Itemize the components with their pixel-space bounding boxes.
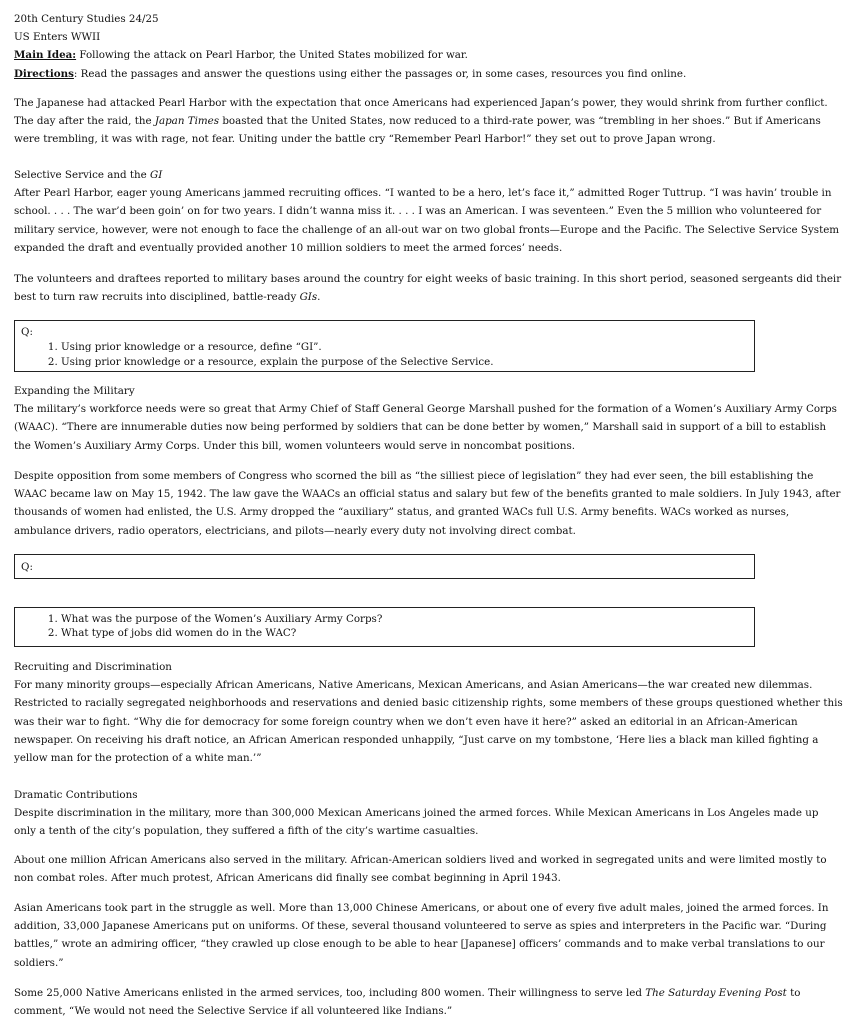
paragraph-line: The volunteers and draftees reported to military bases around the country for eight weeks of basic training. In this short period, seasoned sergeants did their [14, 273, 842, 285]
paragraph-line: comment, “We would not need the Selective Service if all volunteered like Indians.” [14, 1005, 453, 1018]
dramatic-contributions-section [14, 786, 819, 841]
main-idea-label: Main Idea: [14, 49, 77, 62]
paragraph-line: newspaper. On receiving his draft notice, an African American responded unhappily, “Just carve on my tombstone, ‘Here lies a black man killed fighting a [14, 733, 819, 746]
paragraph-line: battles,” wrote an admiring officer, “they crawled up close enough to be able to hear [Japanese] officers’ commands and to make verbal translations to our [14, 938, 825, 951]
paragraph-line: thousands of women had enlisted, the U.S. Army dropped the “auxiliary” status, and granted WACs full U.S. Army benefits. WACs worked as nurses, [14, 506, 790, 519]
paragraph-line: After Pearl Harbor, eager young Americans jammed recruiting offices. “I wanted to be a hero, let’s face it,” admitted Roger Tuttrup. “I was havin’ trouble in [14, 187, 832, 200]
main-idea-text: Following the attack on Pearl Harbor, the United States mobilized for war. [76, 49, 468, 62]
paragraph-line: WAAC became law on May 15, 1942. The law gave the WAACs an official status and salary but few of the benefits granted to male soldiers. In July 1943, after [14, 488, 841, 501]
question-item: 1. Using prior knowledge or a resource, define “GI”. [61, 340, 748, 355]
heading-text: Selective Service and the [14, 169, 151, 181]
main-idea [14, 46, 752, 64]
paragraph-line: non combat roles. After much protest, African Americans did finally see combat beginning in April 1943. [14, 872, 561, 885]
question-item: 2. What type of jobs did women do in the WAC? [61, 626, 748, 640]
japan-times-title: Japan Times [154, 115, 220, 128]
intro-text: The day after the raid, the [14, 115, 155, 128]
question-label: Q: [21, 561, 33, 573]
question-list [21, 340, 748, 370]
question-box-3 [14, 607, 755, 647]
paragraph-line: For many minority groups—especially African Americans, Native Americans, Mexican Americans, and Asian Americans—the war created new dilemmas. [14, 679, 813, 692]
paragraph-line: yellow man for the protection of a white man.’” [14, 752, 262, 765]
paragraph-line: military service, however, were not enough to face the challenge of an all-out war on two global fronts—Europe and the Pacific. The Selective Service System [14, 223, 840, 236]
intro-line [14, 112, 821, 130]
question-item: 2. Using prior knowledge or a resource, explain the purpose of the Selective Service. [61, 355, 748, 370]
section-heading: Dramatic Contributions [14, 789, 138, 801]
course-title: 20th Century Studies 24/25 [14, 13, 159, 25]
paragraph-line [14, 288, 752, 306]
saturday-evening-post-title: The Saturday Evening Post [645, 987, 787, 999]
paragraph-line: was their war to fight. “Why die for democracy for some foreign country when we don’t even have it here?” asked an editorial in an African-American [14, 715, 798, 728]
paragraph-line: expanded the draft and eventually provided another 10 million soldiers to meet the armed forces’ needs. [14, 241, 563, 254]
intro-text: boasted that the United States, now reduced to a third-rate power, was “trembling in her shoes.” But if Americans [219, 115, 821, 128]
paragraph-line: the Women’s Auxiliary Army Corps. Under this bill, women volunteers would serve in noncombat positions. [14, 439, 576, 452]
recruiting-section [14, 658, 843, 767]
paragraph-line: The military’s workforce needs were so great that Army Chief of Staff General George Marshall pushed for the formation of a Women’s Auxiliary Army Corps [14, 403, 837, 416]
paragraph-text: to [786, 987, 801, 999]
paragraph-line: (WAAC). “There are innumerable duties now being performed by soldiers that can be done better by women,” Marshall said in support of a bill to establish [14, 421, 827, 434]
directions-text: : Read the passages and answer the questions using either the passages or, in some cases, resources you find online. [73, 68, 687, 80]
worksheet-header [14, 10, 752, 65]
paragraph-line: only a tenth of the city’s population, they suffered a fifth of the city’s wartime casualties. [14, 825, 479, 838]
question-label: Q: [21, 326, 33, 338]
directions [14, 65, 752, 83]
paragraph-line: About one million African Americans also served in the military. African-American soldiers lived and worked in segregated units and were limited mostly to [14, 854, 827, 866]
intro-paragraph [14, 94, 828, 149]
paragraph-line: soldiers.” [14, 956, 64, 969]
question-item: 1. What was the purpose of the Women’s Auxiliary Army Corps? [61, 612, 748, 626]
paragraph-text: best to turn raw recruits into disciplined, battle-ready [14, 291, 300, 304]
question-box-1 [14, 320, 755, 372]
paragraph-line: school. . . . The war’d been goin’ on for two years. I didn’t wanna miss it. . . . I was an American. I was seventeen.” Even the 5 million who volunteered for [14, 205, 822, 218]
section-heading: Recruiting and Discrimination [14, 661, 172, 673]
selective-service-section [14, 166, 840, 257]
question-box-2 [14, 554, 755, 579]
waac-paragraph [14, 467, 841, 540]
question-list [21, 612, 748, 640]
paragraph-line: Despite opposition from some members of Congress who scorned the bill as “the silliest piece of legislation” they had ever seen, the bill establishing the [14, 470, 814, 482]
native-americans-paragraph [14, 984, 801, 1020]
section-heading [14, 166, 752, 184]
asian-americans-paragraph [14, 899, 829, 972]
paragraph-line: Restricted to racially segregated neighborhoods and reservations and denied basic citizenship rights, some members of these groups questioned whether this [14, 697, 843, 710]
expanding-military-section [14, 382, 837, 455]
paragraph-text: Some 25,000 Native Americans enlisted in the armed services, too, including 800 women. Their willingness to serve led [14, 987, 646, 999]
african-americans-paragraph [14, 851, 827, 887]
gis-italic: GIs [299, 291, 318, 304]
unit-title: US Enters WWII [14, 31, 101, 44]
paragraph-text: . [317, 291, 321, 304]
paragraph-line: Despite discrimination in the military, more than 300,000 Mexican Americans joined the armed forces. While Mexican Americans in Los Angeles made up [14, 807, 819, 820]
paragraph-line: Asian Americans took part in the struggle as well. More than 13,000 Chinese Americans, or about one of every five adult males, joined the armed forces. In [14, 902, 829, 914]
section-heading: Expanding the Military [14, 385, 135, 397]
intro-line: were trembling, it was with rage, not fear. Uniting under the battle cry “Remember Pearl Harbor!” they set out to prove Japan wrong. [14, 133, 716, 146]
intro-line: The Japanese had attacked Pearl Harbor with the expectation that once Americans had experienced Japan’s power, they would shrink from further conflict. [14, 97, 828, 109]
heading-gi: GI [150, 169, 163, 181]
paragraph-line [14, 984, 801, 1002]
basic-training-paragraph [14, 270, 842, 306]
paragraph-line: addition, 33,000 Japanese Americans put on uniforms. Of these, several thousand volunteered to serve as spies and interpreters in the Pacific war. “During [14, 920, 827, 933]
directions-label: Directions [14, 68, 74, 80]
paragraph-line: ambulance drivers, radio operators, electricians, and pilots—nearly every duty not involving direct combat. [14, 524, 576, 537]
